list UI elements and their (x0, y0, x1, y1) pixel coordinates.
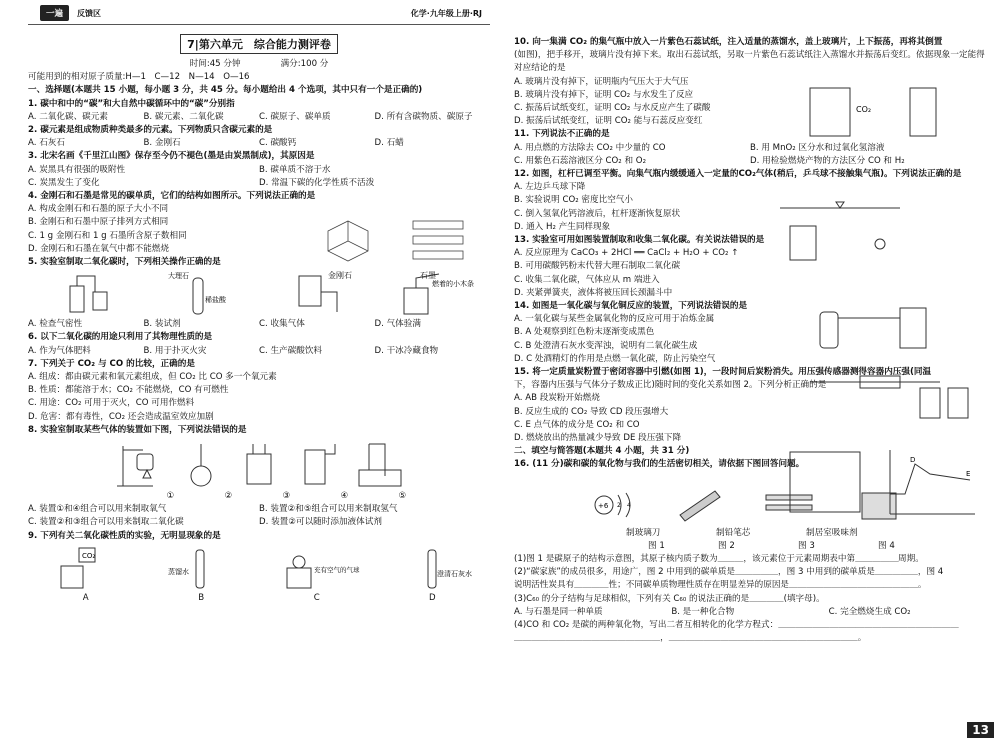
q8-figure (28, 438, 490, 488)
apparatus-2-icon (181, 440, 221, 488)
option-item: D. 干冰冷藏食物 (374, 345, 439, 356)
question-stem: 11. 下列说法不正确的是 (514, 129, 610, 140)
question-stem: 1. 碳中和中的“碳”和大自然中碳循环中的“碳”分别指 (28, 98, 235, 109)
q9-options (28, 592, 490, 605)
option-item: D. 常温下碳的化学性质不活泼 (259, 177, 375, 188)
diamond-label: 金刚石 (328, 271, 352, 280)
q9-d: D (428, 592, 436, 603)
apparatus-5-icon (355, 440, 405, 488)
option-row (28, 503, 490, 516)
page-title: 7|第六单元 综合能力测评卷 (180, 34, 338, 54)
q5-d: D. 气体验满 (374, 319, 421, 330)
text-line: (如图)，把手移开，玻璃片没有掉下来。取出石蕊试纸，另取一片紫色石蕊试纸注入蒸馏水并振荡后变红。依据现象一定能得 (514, 50, 985, 61)
header-left (40, 3, 101, 23)
text-line: B. 金刚石和石墨中原子排列方式相同 (28, 217, 169, 228)
q8-n2: ② (224, 490, 233, 501)
option-item: B. 装置②和⑤组合可以用来制取氢气 (259, 504, 398, 515)
option-item: A. 与石墨是同一种单质 (514, 606, 603, 617)
option-item: A. 炭黑具有很强的吸附性 (28, 164, 126, 175)
text-line: D. 金刚石和石墨在氧气中都不能燃烧 (28, 243, 169, 254)
question-stem: 二、填空与简答题(本题共 4 小题，共 31 分) (514, 446, 690, 457)
option-item: B. 金刚石 (143, 138, 181, 149)
text-line: C. 1 g 金刚石和 1 g 石墨所含原子数相同 (28, 230, 187, 241)
text-line: D. 通入 H₂ 产生同样现象 (514, 221, 611, 232)
option-item: C. 炭黑发生了变化 (28, 177, 100, 188)
text-line: C. B 处澄清石灰水变浑浊，说明有二氧化碳生成 (514, 340, 698, 351)
option-item: B. 碳元素、二氧化碳 (143, 111, 224, 122)
q9-d-icon (404, 546, 472, 590)
option-row (28, 164, 490, 177)
q9-b: B (198, 592, 205, 603)
option-item: B. 是一种化合物 (671, 606, 735, 617)
text-line: A. AB 段炭粉开始燃烧 (514, 393, 600, 404)
text-line: B. 实验说明 CO₂ 密度比空气小 (514, 195, 633, 206)
question-stem: 8. 实验室制取某些气体的装置如下图，下列说法错误的是 (28, 424, 247, 435)
acid-label: 稀盐酸 (204, 296, 226, 305)
text-line: D. C 处酒精灯的作用是点燃一氧化碳，防止污染空气 (514, 353, 716, 364)
text-line: (1)图 1 是碳原子的结构示意图，其原子核内质子数为＿＿＿，该元素位于元素周期表中第＿＿＿＿＿周期。 (514, 554, 924, 565)
atomic-mass: 可能用到的相对原子质量:H—1 C—12 N—14 O—16 (28, 72, 250, 83)
q9-c-icon (281, 546, 359, 590)
text-line: D. 振荡后试纸变红，证明 CO₂ 能与石蕊反应变红 (514, 116, 703, 127)
q8-n4: ④ (340, 490, 349, 501)
text-line: A. 一氧化碳与某些金属氧化物的反应可用于冶炼金属 (514, 314, 715, 325)
q16-subquestions (514, 553, 986, 645)
questions-8-9 (28, 503, 490, 543)
q15-figure-icon (780, 444, 980, 522)
q16-cap-1: 图 1 (648, 540, 665, 551)
q16-item-1: 制玻璃刀 (626, 527, 661, 538)
q5-options (28, 318, 490, 331)
option-item: C. 用紫色石蕊溶液区分 CO₂ 和 O₂ (514, 155, 647, 166)
q9-a: A (82, 592, 89, 603)
q9-lime-label: 澄清石灰水 (436, 569, 472, 578)
option-item: D. 用检验燃烧产物的方法区分 CO 和 H₂ (750, 155, 905, 166)
option-row (28, 516, 490, 529)
svg-text:CO₂: CO₂ (856, 105, 872, 114)
question-stem: 5. 实验室制取二氧化碳时，下列相关操作正确的是 (28, 256, 221, 267)
apparatus-1-icon (113, 440, 163, 488)
questions-6-8 (28, 331, 490, 437)
option-item: B. 碳单质不溶于水 (259, 164, 331, 175)
question-stem: 6. 以下二氧化碳的用途只利用了其物理性质的是 (28, 332, 213, 343)
question-stem: 16. (11 分)碳和碳的氧化物与我们的生活密切相关，请依据下图回答问题。 (514, 459, 805, 470)
text-line: 下，容器内压强与气体分子数成正比)随时间的变化关系如图 2。下列分析正确的是 (514, 380, 827, 391)
option-item: D. 装置②可以随时添加液体试剂 (259, 517, 382, 528)
title-banner (28, 34, 490, 54)
text-line: (3)C₆₀ 的分子结构与足球相似，下列有关 C₆₀ 的说法正确的是＿＿＿＿(填字母)。 (514, 593, 825, 604)
text-line: C. E 点气体的成分是 CO₂ 和 CO (514, 419, 640, 430)
page-number: 13 (967, 722, 994, 738)
text-line: B. 反应生成的 CO₂ 导致 CD 段压强增大 (514, 406, 669, 417)
q14-figure-icon (800, 362, 980, 426)
q5-a: A. 检查气密性 (28, 319, 83, 330)
text-line: A. 组成：都由碳元素和氧元素组成，但 CO₂ 比 CO 多一个氧元素 (28, 371, 277, 382)
option-item: D. 所有含碳物质、碳原子 (374, 111, 473, 122)
option-row (514, 606, 986, 619)
test-tube-icon (168, 272, 228, 316)
q5-b: B. 装试剂 (143, 319, 181, 330)
option-item: C. 装置②和③组合可以用来制取二氧化碳 (28, 517, 184, 528)
svg-text:CO₂: CO₂ (81, 551, 95, 560)
text-line: A. 左边乒乓球下降 (514, 182, 586, 193)
option-item: A. 石灰石 (28, 138, 65, 149)
question-stem: 9. 下列有关二氧化碳性质的实验，无明显现象的是 (28, 530, 221, 541)
q8-n1: ① (166, 490, 175, 501)
q9-water-label: 蒸馏水 (167, 567, 189, 576)
option-item: B. 用 MnO₂ 区分水和过氧化氢溶液 (750, 142, 885, 153)
option-item: C. 碳原子、碳单质 (259, 111, 331, 122)
question-stem: 15. 将一定质量炭粉置于密闭容器中引燃(如图 1)，一段时间后炭粉消失。用压强传感器测得容器内压强(同温 (514, 367, 932, 378)
header-rule (28, 24, 490, 25)
q9-c: C (313, 592, 320, 603)
left-column (28, 58, 490, 605)
question-stem: 4. 金刚石和石墨是常见的碳单质，它们的结构如图所示。下列说法正确的是 (28, 190, 316, 201)
carbon-atom-icon (590, 485, 640, 525)
option-item: B. 用于扑灭火灾 (143, 345, 207, 356)
apparatus-3-icon (239, 440, 279, 488)
option-row (28, 177, 490, 190)
svg-text:E: E (966, 470, 971, 478)
text-line: B. 可用碳酸钙粉末代替大理石制取二氧化碳 (514, 261, 681, 272)
q8-n5: ⑤ (398, 490, 407, 501)
text-line: (2)“碳家族”的成员很多，用途广，图 2 中用到的碳单质是＿＿＿＿＿，图 3 中用到的碳单质是＿＿＿＿＿，图 4 (514, 567, 944, 578)
question-stem: 7. 下列关于 CO₂ 与 CO 的比较，正确的是 (28, 358, 195, 369)
option-item: A. 二氧化碳、碳元素 (28, 111, 108, 122)
crystal-structures-icon (328, 216, 478, 266)
q4-figure (328, 216, 478, 280)
header-book: 化学·九年级上册·RJ (410, 8, 482, 18)
q16-captions (514, 540, 986, 553)
option-item: A. 用点燃的方法除去 CO₂ 中少量的 CO (514, 142, 666, 153)
option-item: C. 生产碳酸饮料 (259, 345, 323, 356)
text-line: B. 性质：都能溶于水；CO₂ 不能燃烧，CO 有可燃性 (28, 385, 229, 396)
meta-row (28, 58, 490, 71)
q13-figure-icon (810, 298, 950, 354)
option-item: A. 作为气体肥料 (28, 345, 91, 356)
option-item: C. 碳酸钙 (259, 138, 297, 149)
score-info: 满分:100 分 (280, 59, 329, 69)
text-line: A. 反应原理为 CaCO₃ + 2HCl ══ CaCl₂ + H₂O + CO₂ ↑ (514, 248, 739, 259)
q9-figure (28, 544, 490, 590)
q16-cap-2: 图 2 (718, 540, 735, 551)
option-row (28, 345, 490, 358)
question-stem: 3. 北宋名画《千里江山图》保存至今仍不褪色(墨是由炭黑制成)，其原因是 (28, 151, 315, 162)
text-line: D. 燃烧放出的热量减少导致 DE 段压强下降 (514, 433, 682, 444)
text-line: ＿＿＿＿＿＿＿＿＿＿＿＿＿＿＿＿＿，＿＿＿＿＿＿＿＿＿＿＿＿＿＿＿＿＿＿＿＿＿＿。 (514, 633, 867, 644)
question-stem: 14. 如图是一氧化碳与氧化铜反应的装置，下列说法错误的是 (514, 301, 748, 312)
option-row (28, 111, 490, 124)
q16-cap-3: 图 3 (798, 540, 815, 551)
text-line: (4)CO 和 CO₂ 是碳的两种氧化物，写出二者互相转化的化学方程式：＿＿＿＿＿＿＿＿＿＿＿＿＿＿＿＿＿＿＿＿＿ (514, 620, 959, 631)
q16-items (514, 527, 986, 540)
option-item: C. 完全燃烧生成 CO₂ (828, 606, 911, 617)
text-line: C. 收集二氧化碳，气体应从 m 端进入 (514, 274, 660, 285)
q16-cap-4: 图 4 (878, 540, 895, 551)
q5-c: C. 收集气体 (259, 319, 305, 330)
question-stem: 2. 碳元素是组成物质种类最多的元素。下列物质只含碳元素的是 (28, 124, 273, 135)
svg-text:+6: +6 (598, 501, 609, 510)
right-page (500, 0, 1000, 744)
text-line: C. 用途：CO₂ 可用于灭火，CO 可用作燃料 (28, 398, 195, 409)
svg-text:2: 2 (617, 501, 621, 509)
question-stem: 13. 实验室可用如图装置制取和收集二氧化碳。有关说法错误的是 (514, 235, 765, 246)
airtight-check-icon (55, 272, 115, 316)
option-row (28, 137, 490, 150)
glass-cutter-icon (670, 485, 730, 525)
svg-text:4: 4 (627, 501, 631, 509)
header-section: 反馈区 (77, 8, 102, 18)
marble-label: 大理石 (167, 272, 189, 281)
q8-n3: ③ (282, 490, 291, 501)
question-stem: 12. 如图，杠杆已调至平衡。向集气瓶内缓缓通入一定量的CO₂气体(稍后，乒乓球不接触集气瓶)。下列说法正确的是 (514, 169, 962, 179)
option-row (514, 155, 986, 168)
stick-label: 燃着的小木条 (431, 280, 474, 289)
text-line: D. 夹紧弹簧夹，液体将被压回长颈漏斗中 (514, 287, 673, 298)
q8-numbers (28, 490, 490, 503)
option-item: A. 装置①和④组合可以用来制取氧气 (28, 504, 167, 515)
q10-figure-icon (800, 82, 980, 142)
text-line: 对应结论的是 (514, 63, 566, 74)
q9-b-icon (168, 546, 228, 590)
q16-item-3: 制居室吸味剂 (806, 527, 858, 538)
text-line: C. 振荡后试纸变红，证明 CO₂ 与水反应产生了碳酸 (514, 103, 711, 114)
text-line: B. A 处观察到红色粉末逐渐变成黑色 (514, 327, 655, 338)
text-line: B. 玻璃片没有掉下，证明 CO₂ 与水发生了反应 (514, 89, 694, 100)
option-row (514, 142, 986, 155)
text-line: 说明活性炭具有＿＿＿＿性；不同碳单质物理性质存在明显差异的原因是＿＿＿＿＿＿＿＿＿＿＿＿＿＿＿。 (514, 580, 927, 591)
section-1-heading: 一、选择题(本题共 15 小题，每小题 3 分，共 45 分。每小题给出 4 个选项，其中只有一个是正确的) (28, 85, 423, 96)
graphite-label: 石墨 (420, 271, 436, 280)
question-stem: 10. 向一集满 CO₂ 的集气瓶中放入一片紫色石蕊试纸，注入适量的蒸馏水，盖上玻璃片，上下振荡，再将其倒置 (514, 37, 943, 47)
text-line: C. 倒入氢氧化钙溶液后，杠杆逐渐恢复原状 (514, 208, 681, 219)
header-tag: 一遍 (40, 5, 69, 21)
text-line: D. 危害：都有毒性，CO₂ 还会造成温室效应加剧 (28, 411, 214, 422)
q9-a-icon (55, 546, 115, 590)
text-line: A. 构成金刚石和石墨的原子大小不同 (28, 204, 169, 215)
time-info: 时间:45 分钟 (189, 59, 241, 69)
option-item: D. 石蜡 (374, 138, 404, 149)
q16-item-2: 制铅笔芯 (716, 527, 751, 538)
svg-text:D: D (910, 456, 916, 464)
q9-air-label: 充有空气的气球 (313, 565, 359, 574)
q12-figure-icon (770, 198, 920, 268)
apparatus-4-icon (297, 440, 337, 488)
text-line: A. 玻璃片没有掉下，证明瓶内气压大于大气压 (514, 76, 689, 87)
